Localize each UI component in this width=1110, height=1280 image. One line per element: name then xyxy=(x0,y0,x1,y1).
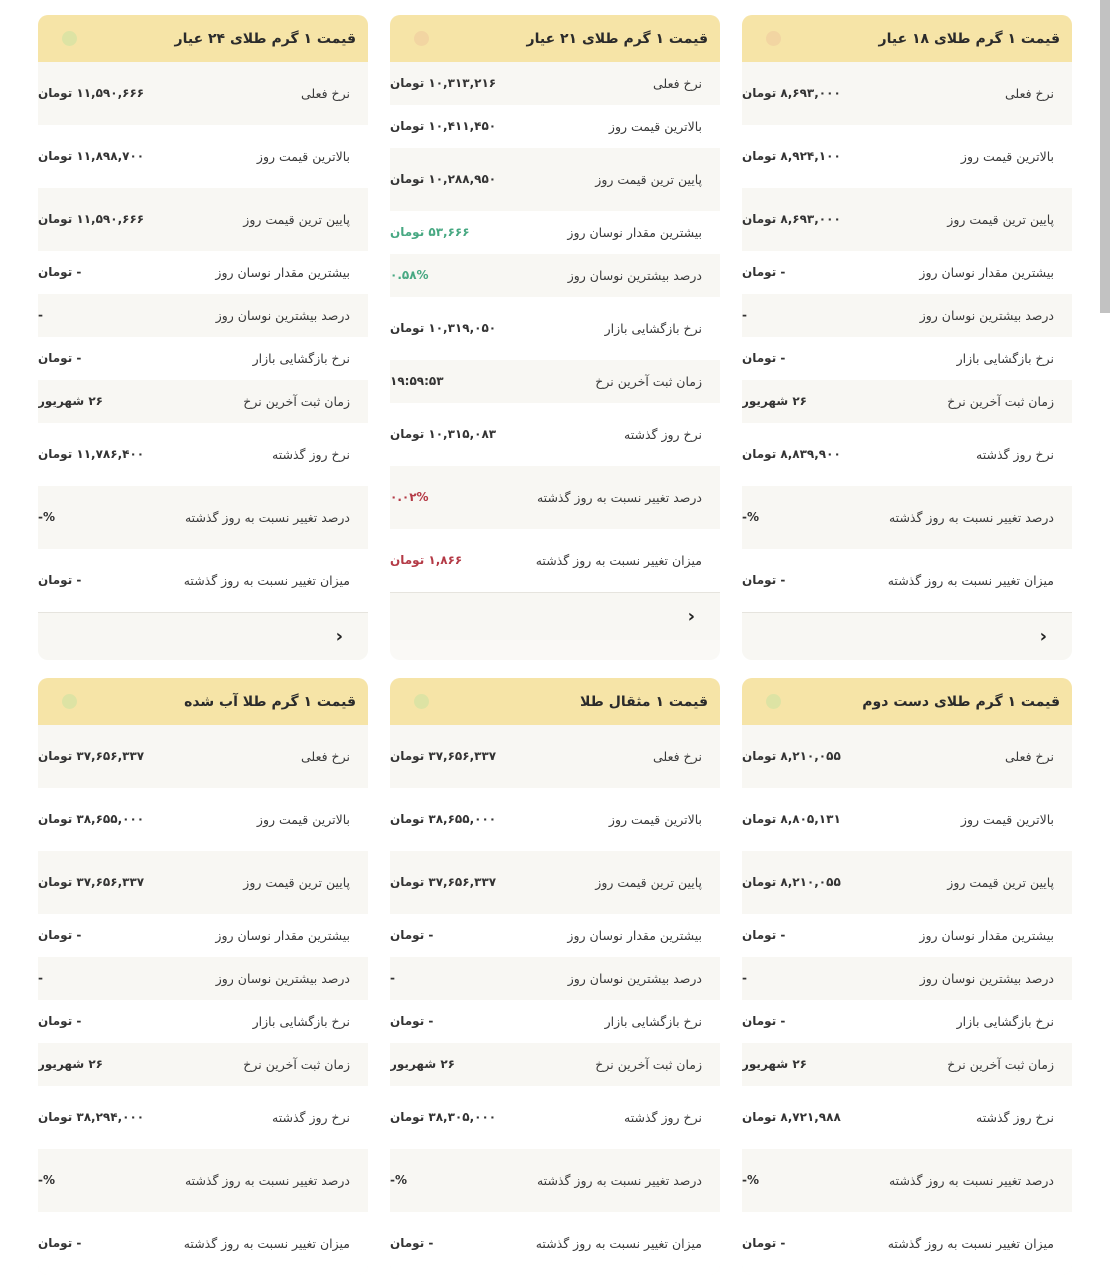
row-label: زمان ثبت آخرین نرخ xyxy=(595,1056,702,1072)
row-label: درصد تغییر نسبت به روز گذشته xyxy=(536,489,702,505)
row-value: %- xyxy=(390,1173,408,1187)
row-value: ۳۷,۶۵۶,۳۳۷ تومان xyxy=(38,875,145,889)
row-label: بالاترین قیمت روز xyxy=(960,811,1054,827)
row-open xyxy=(742,337,1072,380)
row-high xyxy=(390,105,720,148)
row-label: بیشترین مقدار نوسان روز xyxy=(215,927,350,943)
row-value: ۱۱,۵۹۰,۶۶۶ تومان xyxy=(38,212,145,226)
row-label: نرخ بازگشایی بازار xyxy=(956,350,1054,366)
status-dot-icon xyxy=(62,31,77,46)
row-change-pct xyxy=(38,1149,368,1212)
row-label: بیشترین مقدار نوسان روز xyxy=(215,264,350,280)
card-gold-melted xyxy=(38,678,368,1275)
gold-price-cards-grid xyxy=(38,15,1073,1275)
card-header xyxy=(390,678,720,725)
row-label: درصد بیشترین نوسان روز xyxy=(567,970,702,986)
row-value: ۱۰,۳۱۹,۰۵۰ تومان xyxy=(390,321,497,335)
row-value: ۲۶ شهریور xyxy=(38,394,103,408)
row-value: - تومان xyxy=(38,351,82,365)
row-label: بیشترین مقدار نوسان روز xyxy=(567,224,702,240)
row-label: درصد تغییر نسبت به روز گذشته xyxy=(888,1172,1054,1188)
row-value: - تومان xyxy=(390,1236,434,1250)
row-value: - xyxy=(38,308,43,322)
card-gold-21k xyxy=(390,15,720,660)
status-dot-icon xyxy=(62,694,77,709)
row-label: نرخ روز گذشته xyxy=(624,1109,702,1125)
row-label: پایین ترین قیمت روز xyxy=(243,874,350,890)
status-dot-icon xyxy=(414,31,429,46)
row-high xyxy=(38,125,368,188)
status-dot-icon xyxy=(766,31,781,46)
row-label: بیشترین مقدار نوسان روز xyxy=(919,264,1054,280)
card-header xyxy=(390,15,720,62)
row-open xyxy=(38,1000,368,1043)
card-title: قیمت ۱ مثقال طلا xyxy=(580,693,708,710)
row-change-pct xyxy=(742,486,1072,549)
row-value: ۸,۶۹۳,۰۰۰ تومان xyxy=(742,212,841,226)
row-value: ۸,۷۲۱,۹۸۸ تومان xyxy=(742,1110,841,1124)
row-value: - تومان xyxy=(38,1236,82,1250)
row-label: زمان ثبت آخرین نرخ xyxy=(243,1056,350,1072)
card-gold-18k xyxy=(742,15,1072,660)
row-low xyxy=(742,188,1072,251)
row-value: ۳۷,۶۵۶,۳۳۷ تومان xyxy=(390,749,497,763)
row-change-pct xyxy=(390,466,720,529)
card-title: قیمت ۱ گرم طلا آب شده xyxy=(184,693,356,710)
row-value: ۸,۸۰۵,۱۳۱ تومان xyxy=(742,812,841,826)
row-value: - xyxy=(742,308,747,322)
row-value: ۱۰,۳۱۳,۲۱۶ تومان xyxy=(390,76,497,90)
status-dot-icon xyxy=(766,694,781,709)
row-label: نرخ بازگشایی بازار xyxy=(604,1013,702,1029)
card-footer xyxy=(38,612,368,660)
row-value: - تومان xyxy=(38,573,82,587)
row-label: میزان تغییر نسبت به روز گذشته xyxy=(887,572,1054,588)
row-low xyxy=(390,851,720,914)
row-max-fluct xyxy=(742,914,1072,957)
row-label: زمان ثبت آخرین نرخ xyxy=(947,393,1054,409)
row-current xyxy=(38,725,368,788)
card-title: قیمت ۱ گرم طلای ۲۴ عیار xyxy=(174,30,356,47)
row-label: میزان تغییر نسبت به روز گذشته xyxy=(535,552,702,568)
card-title: قیمت ۱ گرم طلای ۲۱ عیار xyxy=(526,30,708,47)
card-gold-24k xyxy=(38,15,368,660)
row-label: درصد بیشترین نوسان روز xyxy=(215,307,350,323)
row-low xyxy=(742,851,1072,914)
card-rows xyxy=(390,725,720,1275)
row-label: نرخ روز گذشته xyxy=(272,1109,350,1125)
row-value: ۱۱,۵۹۰,۶۶۶ تومان xyxy=(38,86,145,100)
row-value: ۸,۲۱۰,۰۵۵ تومان xyxy=(742,749,841,763)
row-value: ۸,۸۳۹,۹۰۰ تومان xyxy=(742,447,841,461)
row-current xyxy=(38,62,368,125)
card-gold-mithqal xyxy=(390,678,720,1275)
row-value: - تومان xyxy=(742,573,786,587)
row-value: ۱۱,۷۸۶,۴۰۰ تومان xyxy=(38,447,145,461)
row-value: - تومان xyxy=(742,1236,786,1250)
row-label: درصد بیشترین نوسان روز xyxy=(567,267,702,283)
row-label: زمان ثبت آخرین نرخ xyxy=(595,373,702,389)
row-last-time xyxy=(390,1043,720,1086)
row-open xyxy=(390,297,720,360)
row-label: بالاترین قیمت روز xyxy=(256,811,350,827)
row-value: %- xyxy=(742,510,760,524)
row-value: - xyxy=(390,971,395,985)
row-last-time xyxy=(38,380,368,423)
row-prev xyxy=(742,423,1072,486)
row-label: بیشترین مقدار نوسان روز xyxy=(919,927,1054,943)
card-rows xyxy=(38,725,368,1275)
row-prev xyxy=(38,1086,368,1149)
row-label: میزان تغییر نسبت به روز گذشته xyxy=(183,572,350,588)
card-header xyxy=(742,678,1072,725)
row-change-pct xyxy=(38,486,368,549)
row-value: ۲۶ شهریور xyxy=(38,1057,103,1071)
row-label: نرخ بازگشایی بازار xyxy=(604,320,702,336)
row-current xyxy=(742,725,1072,788)
row-value: ۳۷,۶۵۶,۳۳۷ تومان xyxy=(390,875,497,889)
chevron-left-icon[interactable]: ‹ xyxy=(335,626,343,647)
row-low xyxy=(38,851,368,914)
row-max-fluct-pct xyxy=(742,957,1072,1000)
row-value: ۵۳,۶۶۶ تومان xyxy=(390,225,470,239)
row-value: ۸,۲۱۰,۰۵۵ تومان xyxy=(742,875,841,889)
row-value: - تومان xyxy=(742,265,786,279)
row-max-fluct-pct xyxy=(390,254,720,297)
card-footer xyxy=(742,612,1072,660)
row-prev xyxy=(742,1086,1072,1149)
row-label: درصد بیشترین نوسان روز xyxy=(215,970,350,986)
row-value: - xyxy=(742,971,747,985)
row-value: ۳۷,۶۵۶,۳۳۷ تومان xyxy=(38,749,145,763)
row-value: - تومان xyxy=(38,928,82,942)
row-open xyxy=(38,337,368,380)
row-value: ۳۸,۶۵۵,۰۰۰ تومان xyxy=(38,812,145,826)
row-label: میزان تغییر نسبت به روز گذشته xyxy=(183,1235,350,1251)
row-value: ۰.۵۸% xyxy=(390,268,429,282)
row-value: ۲۶ شهریور xyxy=(742,1057,807,1071)
card-title: قیمت ۱ گرم طلای دست دوم xyxy=(862,693,1060,710)
row-value: ۳۸,۳۰۵,۰۰۰ تومان xyxy=(390,1110,497,1124)
row-value: - تومان xyxy=(390,1014,434,1028)
row-value: ۱۹:۵۹:۵۳ xyxy=(390,374,444,388)
row-value: ۱۰,۴۱۱,۴۵۰ تومان xyxy=(390,119,497,133)
row-label: نرخ فعلی xyxy=(301,85,350,101)
row-label: درصد تغییر نسبت به روز گذشته xyxy=(536,1172,702,1188)
row-value: %- xyxy=(38,1173,56,1187)
chevron-left-icon[interactable]: ‹ xyxy=(1039,626,1047,647)
row-label: نرخ فعلی xyxy=(301,748,350,764)
row-label: درصد بیشترین نوسان روز xyxy=(919,307,1054,323)
row-label: نرخ روز گذشته xyxy=(624,426,702,442)
row-high xyxy=(742,788,1072,851)
row-open xyxy=(390,1000,720,1043)
row-prev xyxy=(390,403,720,466)
card-rows xyxy=(742,725,1072,1275)
row-label: نرخ فعلی xyxy=(653,75,702,91)
card-header xyxy=(38,15,368,62)
row-max-fluct-pct xyxy=(38,294,368,337)
row-max-fluct-pct xyxy=(390,957,720,1000)
row-value: - تومان xyxy=(390,928,434,942)
card-rows xyxy=(390,62,720,592)
row-high xyxy=(390,788,720,851)
row-label: نرخ بازگشایی بازار xyxy=(252,1013,350,1029)
row-low xyxy=(38,188,368,251)
row-value: ۱۰,۳۱۵,۰۸۳ تومان xyxy=(390,427,497,441)
row-label: نرخ فعلی xyxy=(1005,85,1054,101)
card-rows xyxy=(742,62,1072,612)
status-dot-icon xyxy=(414,694,429,709)
row-prev xyxy=(390,1086,720,1149)
row-label: پایین ترین قیمت روز xyxy=(595,874,702,890)
row-label: نرخ فعلی xyxy=(653,748,702,764)
row-change-amt xyxy=(38,1212,368,1275)
row-change-amt xyxy=(38,549,368,612)
row-value: - تومان xyxy=(742,351,786,365)
row-high xyxy=(742,125,1072,188)
card-footer xyxy=(390,592,720,640)
row-label: بالاترین قیمت روز xyxy=(960,148,1054,164)
row-label: بیشترین مقدار نوسان روز xyxy=(567,927,702,943)
row-max-fluct xyxy=(390,914,720,957)
row-label: نرخ روز گذشته xyxy=(272,446,350,462)
row-label: نرخ بازگشایی بازار xyxy=(956,1013,1054,1029)
row-change-amt xyxy=(390,529,720,592)
row-value: ۳۸,۲۹۴,۰۰۰ تومان xyxy=(38,1110,145,1124)
row-value: ۲۶ شهریور xyxy=(742,394,807,408)
row-value: ۱,۸۶۶ تومان xyxy=(390,553,463,567)
row-max-fluct xyxy=(390,211,720,254)
row-last-time xyxy=(742,380,1072,423)
row-label: بالاترین قیمت روز xyxy=(256,148,350,164)
chevron-left-icon[interactable]: ‹ xyxy=(687,606,695,627)
row-change-pct xyxy=(390,1149,720,1212)
row-value: - xyxy=(38,971,43,985)
row-label: پایین ترین قیمت روز xyxy=(595,171,702,187)
row-change-amt xyxy=(742,549,1072,612)
card-header xyxy=(38,678,368,725)
card-header xyxy=(742,15,1072,62)
row-prev xyxy=(38,423,368,486)
row-max-fluct-pct xyxy=(38,957,368,1000)
row-current xyxy=(390,62,720,105)
row-value: ۲۶ شهریور xyxy=(390,1057,455,1071)
row-current xyxy=(742,62,1072,125)
row-label: نرخ روز گذشته xyxy=(976,446,1054,462)
row-value: ۰.۰۲% xyxy=(390,490,429,504)
row-value: ۳۸,۶۵۵,۰۰۰ تومان xyxy=(390,812,497,826)
row-value: %- xyxy=(38,510,56,524)
row-label: میزان تغییر نسبت به روز گذشته xyxy=(535,1235,702,1251)
row-value: ۸,۶۹۳,۰۰۰ تومان xyxy=(742,86,841,100)
row-label: پایین ترین قیمت روز xyxy=(947,211,1054,227)
row-value: - تومان xyxy=(742,1014,786,1028)
row-label: پایین ترین قیمت روز xyxy=(947,874,1054,890)
row-low xyxy=(390,148,720,211)
card-gold-second-hand xyxy=(742,678,1072,1275)
row-change-amt xyxy=(742,1212,1072,1275)
row-value: %- xyxy=(742,1173,760,1187)
row-label: نرخ روز گذشته xyxy=(976,1109,1054,1125)
row-change-amt xyxy=(390,1212,720,1275)
row-label: میزان تغییر نسبت به روز گذشته xyxy=(887,1235,1054,1251)
scrollbar[interactable] xyxy=(1100,0,1110,313)
row-value: - تومان xyxy=(38,265,82,279)
row-max-fluct xyxy=(38,914,368,957)
card-title: قیمت ۱ گرم طلای ۱۸ عیار xyxy=(878,30,1060,47)
row-label: درصد بیشترین نوسان روز xyxy=(919,970,1054,986)
row-label: زمان ثبت آخرین نرخ xyxy=(243,393,350,409)
row-value: ۸,۹۲۴,۱۰۰ تومان xyxy=(742,149,841,163)
row-value: ۱۱,۸۹۸,۷۰۰ تومان xyxy=(38,149,145,163)
row-label: درصد تغییر نسبت به روز گذشته xyxy=(184,1172,350,1188)
row-label: زمان ثبت آخرین نرخ xyxy=(947,1056,1054,1072)
row-label: پایین ترین قیمت روز xyxy=(243,211,350,227)
row-high xyxy=(38,788,368,851)
row-change-pct xyxy=(742,1149,1072,1212)
row-value: ۱۰,۲۸۸,۹۵۰ تومان xyxy=(390,172,497,186)
row-label: بالاترین قیمت روز xyxy=(608,118,702,134)
row-last-time xyxy=(390,360,720,403)
row-label: نرخ بازگشایی بازار xyxy=(252,350,350,366)
row-value: - تومان xyxy=(742,928,786,942)
row-last-time xyxy=(742,1043,1072,1086)
row-max-fluct-pct xyxy=(742,294,1072,337)
row-value: - تومان xyxy=(38,1014,82,1028)
row-label: بالاترین قیمت روز xyxy=(608,811,702,827)
row-open xyxy=(742,1000,1072,1043)
row-max-fluct xyxy=(38,251,368,294)
row-label: نرخ فعلی xyxy=(1005,748,1054,764)
row-max-fluct xyxy=(742,251,1072,294)
row-current xyxy=(390,725,720,788)
row-label: درصد تغییر نسبت به روز گذشته xyxy=(184,509,350,525)
card-rows xyxy=(38,62,368,612)
row-label: درصد تغییر نسبت به روز گذشته xyxy=(888,509,1054,525)
row-last-time xyxy=(38,1043,368,1086)
